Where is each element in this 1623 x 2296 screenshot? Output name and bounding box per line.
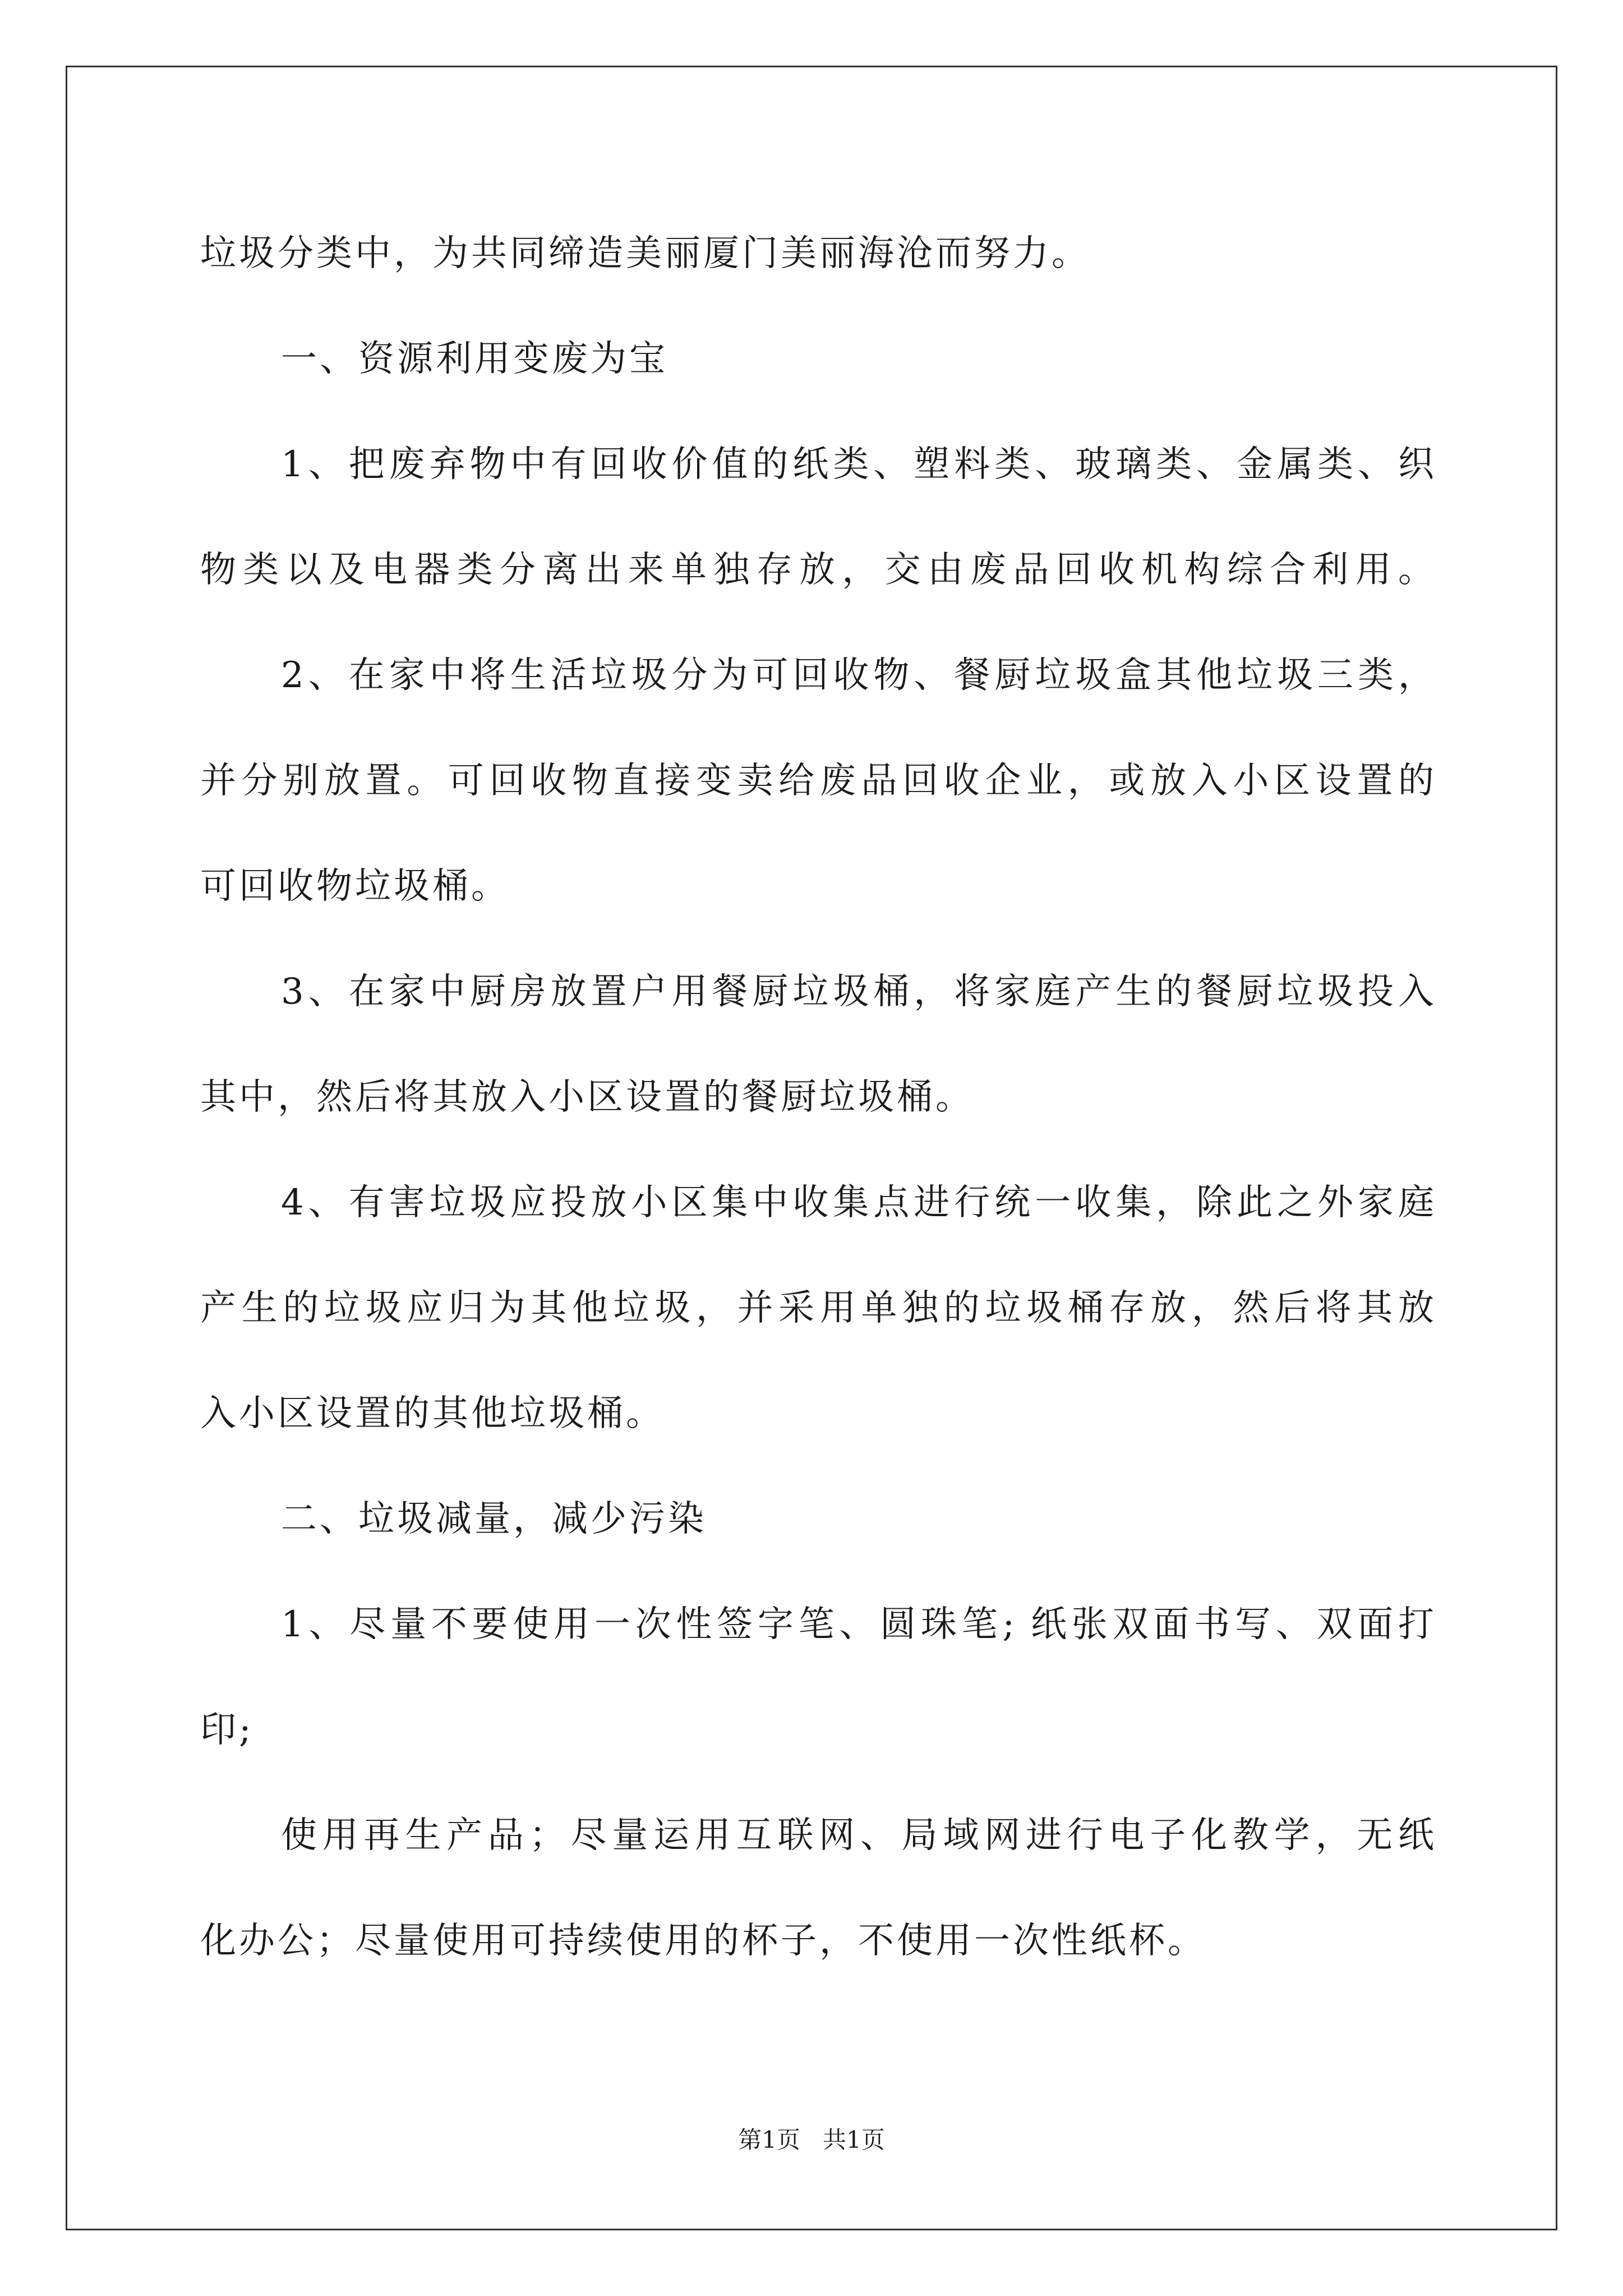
paragraph-line: 3、在家中厨房放置户用餐厨垃圾桶，将家庭产生的餐厨垃圾投入 xyxy=(281,971,1434,1013)
paragraph-line: 印; xyxy=(200,1709,254,1751)
page-border xyxy=(66,66,1557,2230)
paragraph-line: 其中，然后将其放入小区设置的餐厨垃圾桶。 xyxy=(200,1076,974,1118)
paragraph-line: 1、尽量不要使用一次性签字笔、圆珠笔; 纸张双面书写、双面打 xyxy=(281,1604,1434,1645)
section-heading: 一、资源利用变废为宝 xyxy=(281,338,668,380)
paragraph-line: 2、在家中将生活垃圾分为可回收物、餐厨垃圾盒其他垃圾三类， xyxy=(281,655,1434,696)
page-footer: 第1页 共1页 xyxy=(738,2126,885,2154)
paragraph-line: 物类以及电器类分离出来单独存放，交由废品回收机构综合利用。 xyxy=(200,549,1434,591)
paragraph-line: 垃圾分类中，为共同缔造美丽厦门美丽海沧而努力。 xyxy=(200,233,1090,274)
paragraph-line: 4、有害垃圾应投放小区集中收集点进行统一收集，除此之外家庭 xyxy=(281,1182,1434,1223)
paragraph-line: 并分别放置。可回收物直接变卖给废品回收企业，或放入小区设置的 xyxy=(200,760,1434,802)
paragraph-line: 化办公；尽量使用可持续使用的杯子，不使用一次性纸杯。 xyxy=(200,1920,1206,1962)
paragraph-line: 产生的垃圾应归为其他垃圾，并采用单独的垃圾桶存放，然后将其放 xyxy=(200,1287,1434,1329)
paragraph-line: 入小区设置的其他垃圾桶。 xyxy=(200,1393,665,1434)
paragraph-line: 使用再生产品；尽量运用互联网、局域网进行电子化教学，无纸 xyxy=(281,1815,1434,1856)
section-heading: 二、垃圾减量，减少污染 xyxy=(281,1498,707,1540)
paragraph-line: 可回收物垃圾桶。 xyxy=(200,866,510,907)
paragraph-line: 1、把废弃物中有回收价值的纸类、塑料类、玻璃类、金属类、织 xyxy=(281,444,1434,485)
